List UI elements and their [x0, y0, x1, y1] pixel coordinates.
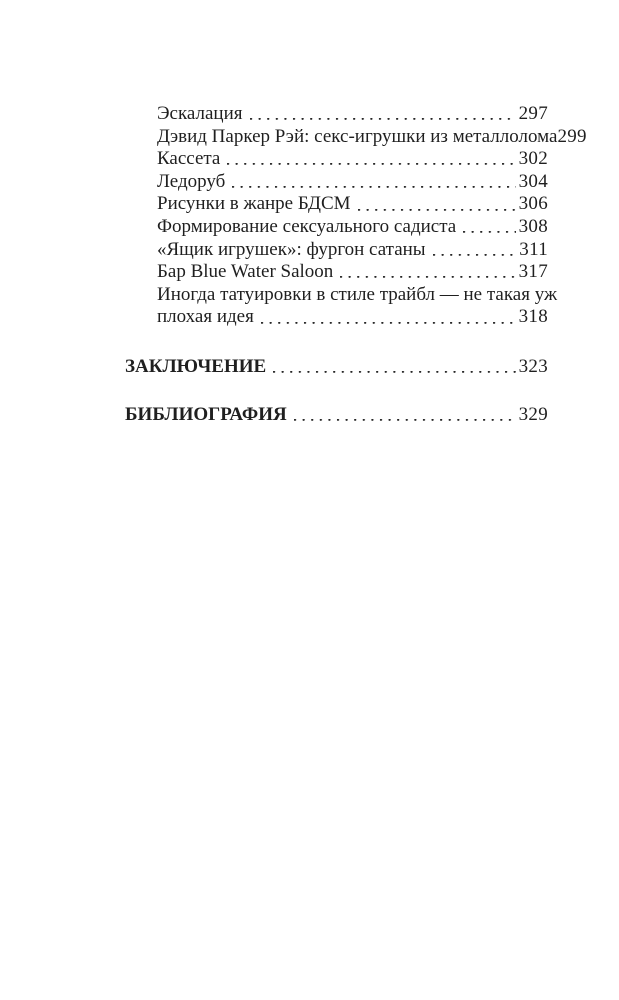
toc-entry — [157, 103, 548, 126]
toc-entry-title-continued: плохая идея — [157, 306, 254, 328]
toc-entry-page: 306 — [518, 193, 548, 215]
dot-leader — [225, 148, 515, 171]
toc-entry-page: 299 — [557, 125, 587, 147]
dot-leader — [356, 193, 516, 216]
toc-entry-title: Кассета — [157, 148, 221, 170]
dot-leader — [230, 171, 515, 194]
toc-entry-page: 317 — [518, 261, 548, 283]
toc-section-page: 323 — [518, 355, 548, 377]
toc-entry — [157, 125, 587, 149]
dot-leader — [271, 356, 515, 379]
toc-entry-wrapped — [125, 283, 558, 329]
toc-entry — [157, 239, 548, 262]
toc-section-title: БИБЛИОГРАФИЯ — [125, 403, 287, 425]
toc-entry-page: 308 — [518, 215, 548, 237]
toc-entry-title: Иногда татуировки в стиле трайбл — не такая уж — [157, 283, 558, 305]
toc-section-title: ЗАКЛЮЧЕНИЕ — [125, 355, 267, 377]
toc-entry — [157, 193, 548, 216]
toc-entry-title: Бар Blue Water Saloon — [157, 261, 334, 283]
dot-leader — [431, 239, 517, 262]
toc-entry-page: 311 — [519, 238, 548, 260]
dot-leader — [259, 306, 516, 329]
toc-section-page: 329 — [518, 403, 548, 425]
toc-entry-title: Эскалация — [157, 103, 243, 124]
toc-entry-title: Дэвид Паркер Рэй: секс-игрушки из металлолома — [157, 125, 558, 147]
toc-section-bibliography — [125, 404, 548, 427]
dot-leader — [338, 261, 515, 284]
table-of-contents — [125, 103, 587, 426]
toc-entry-page: 318 — [518, 306, 548, 328]
toc-entry-title: Ледоруб — [157, 170, 226, 192]
dot-leader — [248, 103, 516, 126]
toc-entry-page: 297 — [518, 103, 548, 124]
toc-entry-page: 302 — [518, 148, 548, 170]
toc-entry-page: 304 — [518, 170, 548, 192]
toc-entry-title: Рисунки в жанре БДСМ — [157, 193, 351, 215]
toc-entry — [157, 171, 548, 194]
toc-entry — [157, 216, 548, 239]
dot-leader — [461, 216, 515, 239]
toc-entry-title: «Ящик игрушек»: фургон сатаны — [157, 238, 426, 260]
dot-leader — [292, 404, 516, 427]
toc-entry-line2 — [157, 306, 548, 329]
toc-entry-line1 — [157, 283, 558, 307]
toc-entry — [157, 261, 548, 284]
toc-entry-title: Формирование сексуального садиста — [157, 215, 457, 237]
toc-entry — [157, 148, 548, 171]
toc-section-conclusion — [125, 356, 548, 379]
